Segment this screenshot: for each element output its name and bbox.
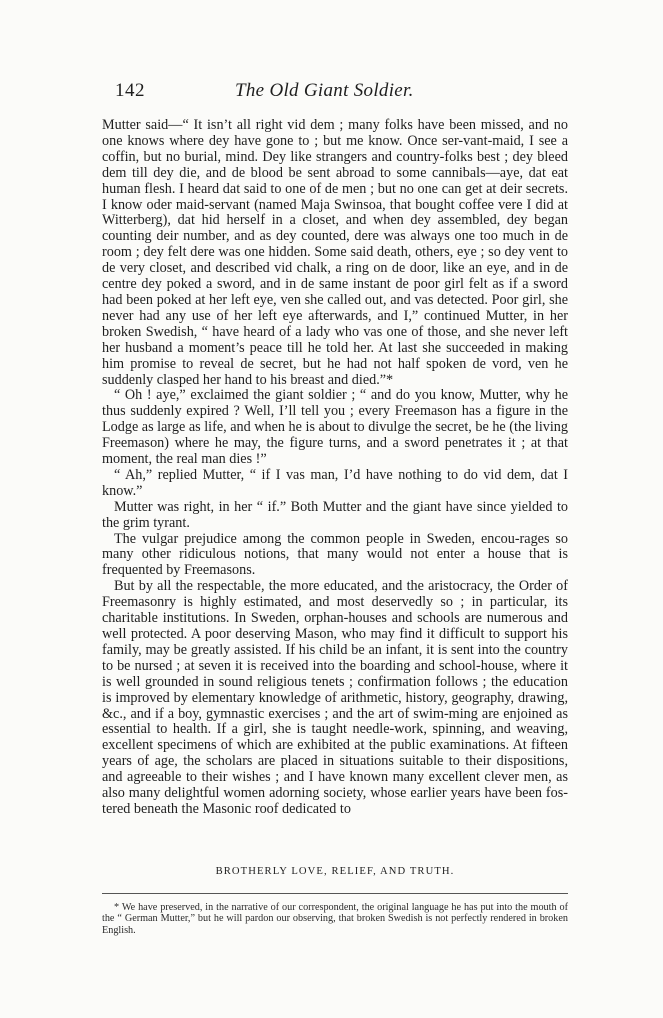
body-text — [102, 118, 568, 818]
page-number: 142 — [115, 80, 145, 101]
page-header — [115, 80, 570, 106]
running-title: The Old Giant Soldier. — [235, 80, 414, 101]
paragraph-6: But by all the respectable, the more educated, and the aristocracy, the Order of Freemasonry is highly estimated, and most deservedly so ; in particular, its charitable institutions. In Sweden, orphan-houses and schools are numerous and well protected. A poor deserving Mason, who may find it difficult to support his family, may be greatly assisted. If his child be an infant, it is sent into the country to be nursed ; at seven it is received into the boarding and school-house, where it is well grounded in sound religious tenets ; confirmation follows ; the education is improved by elementary knowledge of arithmetic, history, geography, drawing, &c., and if a boy, gymnastic exercises ; and the art of swim-ming are enjoined as essential to health. If a girl, she is taught needle-work, spinning, and weaving, excellent specimens of which are exhibited at the public examinations. At fifteen years of age, the scholars are placed in situations suitable to their dispositions, and agreeable to their wishes ; and I have known many excellent clever men, as also many delightful women adorning society, whose earlier years have been fos-tered beneath the Masonic roof dedicated to — [102, 578, 568, 817]
footnote-divider — [102, 893, 568, 894]
paragraph-4: Mutter was right, in her “ if.” Both Mutter and the giant have since yielded to the grim tyrant. — [102, 498, 568, 531]
closing-motto: BROTHERLY LOVE, RELIEF, AND TRUTH. — [215, 866, 455, 877]
paragraph-2: “ Oh ! aye,” exclaimed the giant soldier ; “ and do you know, Mutter, why he thus suddenly expired ? Well, I’ll tell you ; every Freemason has a figure in the Lodge as large as life, and when he is about to divulge the secret, be he (the living Freemason) where he may, the figure turns, and a sword penetrates it ; at that moment, the real man dies !” — [102, 387, 568, 468]
paragraph-1: Mutter said—“ It isn’t all right vid dem ; many folks have been missed, and no one knows where dey have gone to ; but me know. Once ser-vant-maid, I see a coffin, but no burial, mind. Dey like strangers and country-folks best ; dey bleed dem till dey die, and de blood be sent abroad to some cannibals—aye, dat eat human flesh. I heard dat said to one of de men ; but no one can get at deir secrets. I know oder maid-servant (named Maja Swinsoa, that bought coffee vere I did at Witterberg), dat hid herself in a closet, and when dey assembled, dey began counting deir number, and as dey counted, dere was always one too much in de room ; dey felt dere was one hidden. Some said death, others, eye ; so dey vent to de very closet, and described vid chalk, a ring on de door, like an eye, and in de centre dey poked a sword, and in de same instant de poor girl felt as if a sword had been poked at her left eye, ven she called out, and vas detected. Poor girl, she never had any use of her left eye afterwards, and I,” continued Mutter, in her broken Swedish, “ have heard of a lady who vas one of those, and she never left her husband a moment’s peace till he told her. At last she succeeded in making him promise to reveal de secret, but he had not half spoken de vord, ven he suddenly clasped her hand to his breast and died.”* — [102, 117, 568, 388]
paragraph-3: “ Ah,” replied Mutter, “ if I vas man, I’d have nothing to do vid dem, dat I know.” — [102, 466, 568, 499]
footnote: * We have preserved, in the narrative of our correspondent, the original language he has put into the mouth of the “ German Mutter,” but he will pardon our observing, that broken Swedish is not perfectly rendered in broken English. — [102, 902, 568, 936]
paragraph-5: The vulgar prejudice among the common people in Sweden, encou-rages so many other ridiculous notions, that many would not enter a house that is frequented by Freemasons. — [102, 530, 568, 579]
